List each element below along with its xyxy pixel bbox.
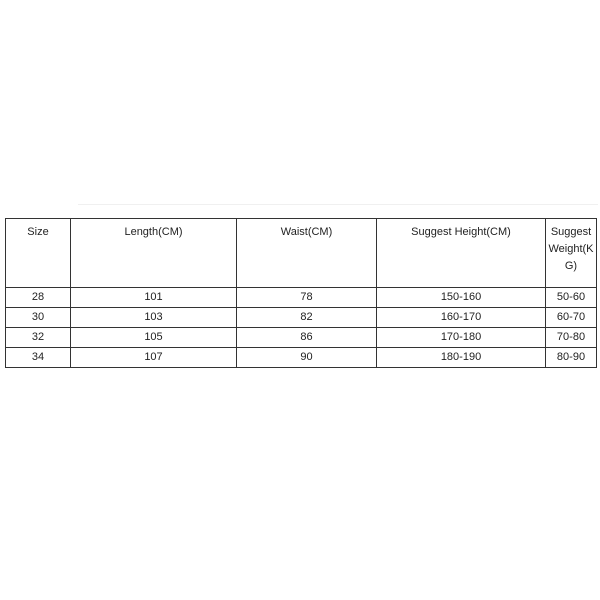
cell-size: 32 — [6, 328, 71, 348]
cell-suggest-height: 150-160 — [377, 288, 546, 308]
cell-waist: 82 — [237, 308, 377, 328]
cell-suggest-weight: 60-70 — [546, 308, 597, 328]
header-suggest-weight: Suggest Weight(KG) — [546, 219, 597, 288]
cell-size: 28 — [6, 288, 71, 308]
cell-size: 30 — [6, 308, 71, 328]
cell-suggest-weight: 70-80 — [546, 328, 597, 348]
cell-waist: 86 — [237, 328, 377, 348]
header-waist: Waist(CM) — [237, 219, 377, 288]
cell-suggest-height: 160-170 — [377, 308, 546, 328]
header-suggest-height: Suggest Height(CM) — [377, 219, 546, 288]
table-row — [6, 348, 597, 368]
table-row — [6, 308, 597, 328]
cell-suggest-weight: 80-90 — [546, 348, 597, 368]
cell-suggest-weight: 50-60 — [546, 288, 597, 308]
cell-suggest-height: 180-190 — [377, 348, 546, 368]
header-length: Length(CM) — [71, 219, 237, 288]
cell-length: 103 — [71, 308, 237, 328]
cell-length: 107 — [71, 348, 237, 368]
table-row — [6, 328, 597, 348]
cell-suggest-height: 170-180 — [377, 328, 546, 348]
cell-waist: 78 — [237, 288, 377, 308]
cell-length: 105 — [71, 328, 237, 348]
size-chart-table — [5, 218, 597, 368]
cell-waist: 90 — [237, 348, 377, 368]
cell-size: 34 — [6, 348, 71, 368]
header-size: Size — [6, 219, 71, 288]
divider — [78, 204, 598, 205]
cell-length: 101 — [71, 288, 237, 308]
table-header-row — [6, 219, 597, 288]
table-row — [6, 288, 597, 308]
